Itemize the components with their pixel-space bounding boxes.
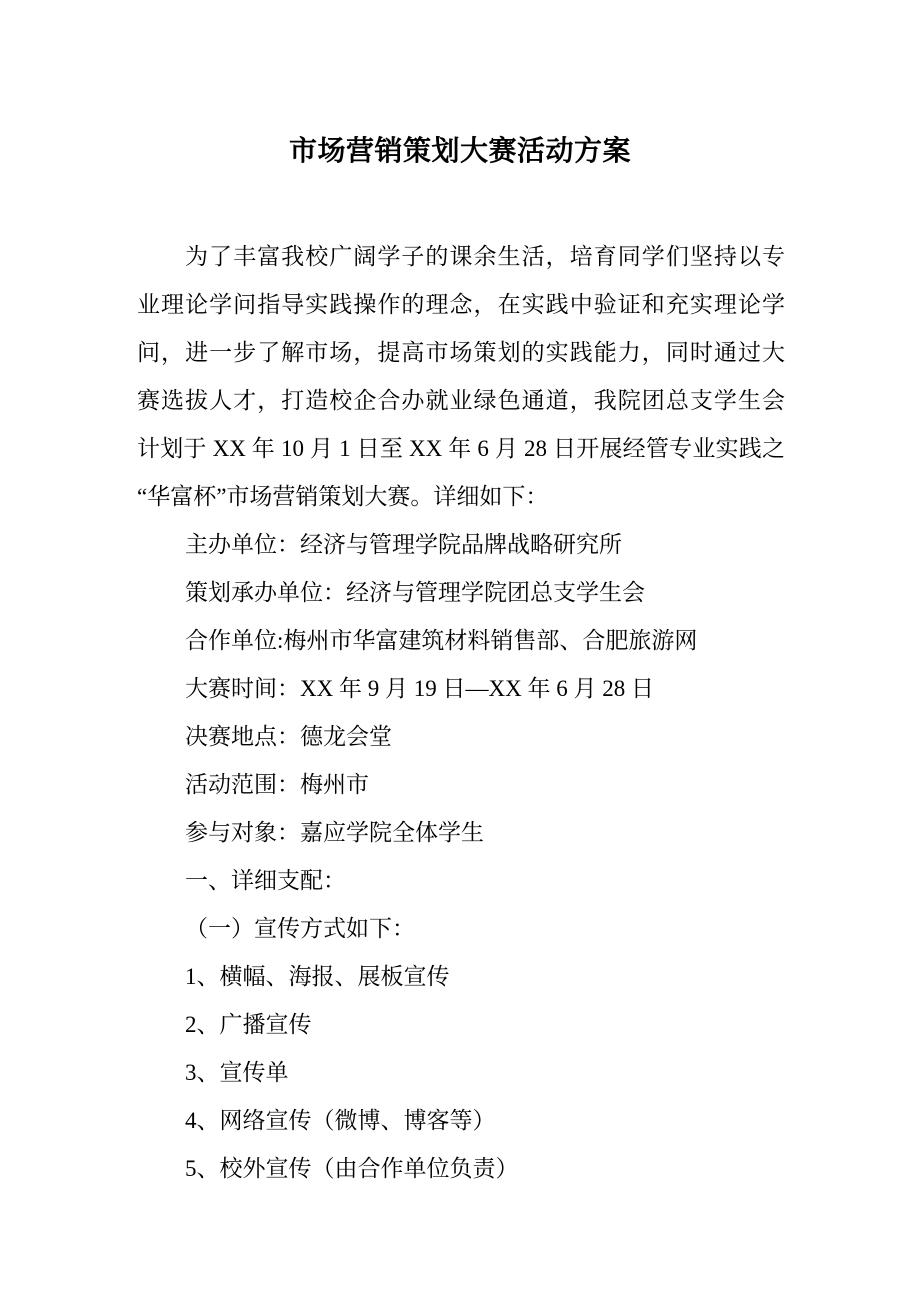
intro-line-2: 业理论学问指导实践操作的理念，在实践中验证和充实理论学: [137, 292, 785, 317]
intro-line-1: 为了丰富我校广阔学子的课余生活，培育同学们坚持以专: [185, 244, 785, 269]
line-participants: 参与对象：嘉应学院全体学生: [185, 820, 484, 845]
line-organizer: 策划承办单位：经济与管理学院团总支学生会: [185, 580, 645, 605]
line-partner: 合作单位:梅州市华富建筑材料销售部、合肥旅游网: [185, 628, 698, 653]
intro-line-4: 赛选拔人才，打造校企合办就业绿色通道，我院团总支学生会: [137, 388, 785, 413]
line-item-3: 3、宣传单: [185, 1060, 289, 1085]
line-final-venue: 决赛地点：德龙会堂: [185, 724, 392, 749]
document-body: [137, 233, 785, 1193]
line-item-1: 1、横幅、海报、展板宣传: [185, 964, 450, 989]
line-host-unit: 主办单位：经济与管理学院品牌战略研究所: [185, 532, 622, 557]
line-item-2: 2、广播宣传: [185, 1012, 312, 1037]
intro-line-6: “华富杯”市场营销策划大赛。详细如下：: [137, 484, 549, 509]
intro-line-3: 问，进一步了解市场，提高市场策划的实践能力，同时通过大: [137, 340, 785, 365]
line-section-1: 一、详细支配：: [185, 868, 346, 893]
line-subsection-1: （一）宣传方式如下：: [185, 916, 415, 941]
intro-line-5: 计划于 XX 年 10 月 1 日至 XX 年 6 月 28 日开展经管专业实践之: [137, 436, 785, 461]
line-item-4: 4、网络宣传（微博、博客等）: [185, 1108, 496, 1133]
line-scope: 活动范围：梅州市: [185, 772, 369, 797]
line-item-5: 5、校外宣传（由合作单位负责）: [185, 1156, 519, 1181]
document-title: 市场营销策划大赛活动方案: [288, 136, 631, 167]
line-contest-time: 大赛时间：XX 年 9 月 19 日—XX 年 6 月 28 日: [185, 676, 654, 701]
